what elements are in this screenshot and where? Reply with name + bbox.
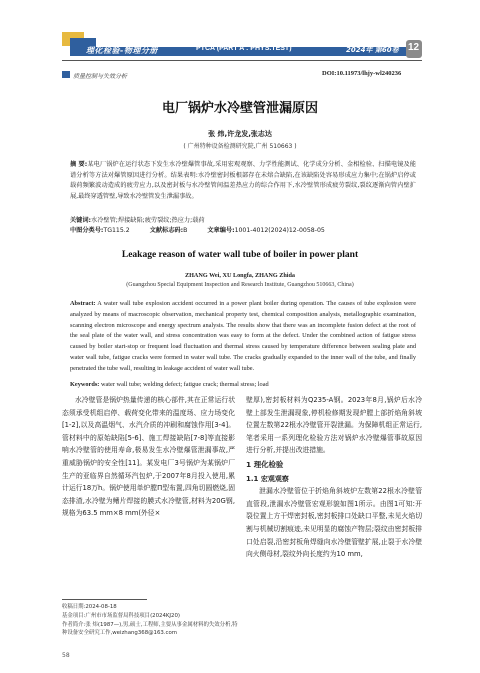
body-paragraph: 壁厚),密封板材料为Q235-A钢。2023年8月,锅炉后水冷壁上部发生泄漏现象,停机检修期发现炉膛上部折焰角斜坡位置左数第22根水冷壁管开裂泄漏。为保障机组正常运行,笔者采用一系列理化检验方法对锅炉水冷壁爆管事故原因进行分析,并提出改进措施。 (246, 396, 422, 455)
keywords-cn-text: 水冷壁管;焊接缺陷;疲劳裂纹;热应力;载荷 (91, 217, 205, 224)
affiliation-cn: ( 广州特种设备检测研究院,广州 510663 ) (183, 143, 297, 150)
header-volume: 2024年 第60卷 (346, 46, 399, 54)
header-issue: 12 (408, 42, 420, 53)
title-en: Leakage reason of water wall tube of boiler in power plant (121, 250, 359, 260)
article-no-label: 文章编号: (207, 227, 235, 234)
footnote-received: 收稿日期:2024-08-18 (62, 604, 117, 610)
authors-en: ZHANG Wei, XU Longfa, ZHANG Zhida (184, 272, 296, 279)
doi: DOI:10.11973/lhjy-wl240236 (322, 70, 402, 77)
doc-code-value: B (183, 227, 188, 234)
header-journal: PTCA (PART A : PHYS.TEST) (196, 45, 292, 52)
footnote-fund: 基金项目:广州市市场监督局科技项目(2024KJ20) (62, 612, 180, 619)
keywords-cn (70, 216, 416, 226)
title-cn: 电厂锅炉水冷壁管泄漏原因 (161, 101, 318, 116)
affiliation-en: (Guangzhou Special Equipment Inspection and Research Institute, Guangzhou 510663, China) (126, 282, 354, 288)
abstract-en-text: A water wall tube explosion accident occurred in a power plant boiler during operation. The causes of tube explosion were analyzed by means of macroscopic observation, mechanical property test, chemical composition analysis, metallographic examination, scanning electron microscope and energy spectrum analysis. The results show that there was an incomplete fusion defect at the root of the seal plate of the water wall, and stress concentration was easy to form at the defect. Under the combined action of fatigue stress caused by boiler start-stop or frequent load fluctuation and thermal stress caused by temperature difference between sealing plate and water wall tube, fatigue cracks were formed in water wall tube. The cracks gradually expanded to the inner wall of the tube, and finally penetrated the tube wall, resulting in leakage accident of water wall tube. (70, 300, 416, 372)
subsection-heading: 1.1 宏观观察 (246, 474, 289, 483)
footnote-author: 作者简介:张 炜(1987—),男,硕士,工程师,主要从事金属材料的失效分析,特种设备安全研究工作,weizhang368@163.com (62, 621, 238, 637)
abstract-cn (70, 160, 416, 202)
header-section-label: 理化检验-物理分册 (86, 46, 158, 55)
footnote (62, 603, 238, 638)
keywords-en-text: water wall tube; welding defect; fatigue crack; thermal stress; load (100, 381, 269, 388)
article-no-value: 1001-4012(2024)12-0058-05 (234, 227, 325, 234)
keywords-cn-label: 关键词: (70, 217, 92, 224)
page-number: 58 (62, 652, 70, 659)
keywords-en-label: Keywords: (70, 381, 100, 388)
body-paragraph: 水冷壁管是锅炉热量传递的核心部件,其在正常运行状态须承受机组启停、载荷变化带来的温度场、应力场变化[1-2],以及高温烟气、水汽介质的冲刷和腐蚀作用[3-4]。管材料中的原始缺陷[5-6]、施工焊接缺陷[7-8]等直接影响水冷壁管的使用寿命,极易发生水冷壁爆管泄漏事故,严重威胁锅炉的安全性[11]。某发电厂3号锅炉为某锅炉厂生产的亚临界自然循环汽包炉,于2007年8月投入使用,累计运行18万h。锅炉使用单炉膛Π型布置,四角切圆燃烧,固态排渣,水冷壁为鳍片焊接的膜式水冷壁管,材料为20G钢,规格为63.5 mm×8 mm(外径× (62, 396, 235, 518)
classification-row (70, 226, 416, 236)
abstract-cn-label: 摘 要: (70, 161, 88, 168)
footnote-rule (62, 599, 147, 600)
abstract-en (70, 299, 416, 375)
section-heading: 1 理化检验 (246, 459, 284, 469)
body-right-column (246, 394, 422, 561)
clc-value: TG115.2 (103, 227, 130, 234)
authors-cn: 张 炜,许龙发,张志达 (208, 130, 272, 138)
header-rule (62, 60, 422, 61)
abstract-en-label: Abstract: (70, 300, 96, 307)
category-icon (62, 71, 70, 78)
clc-label: 中图分类号: (70, 227, 104, 234)
category-label: 质量控制与失效分析 (73, 73, 128, 80)
body-paragraph: 泄漏水冷壁管位于折焰角斜坡炉左数第22根水冷壁管直管段,泄漏水冷壁管宏观形貌如图1所示。由图1可知:开裂位置上方干焊密封板,密封板排口处缺口平整,未见火焰切割与机械切割痕迹,未见明显的腐蚀产物层;裂纹由密封板排口处启裂,沿密封板角焊缝向水冷壁管壁扩展,止裂于水冷壁向火侧母材,裂纹外向长度约为10 mm, (246, 487, 422, 559)
abstract-cn-text: 某电厂锅炉在运行状态下发生水冷壁爆管事故,采用宏观观察、力学性能测试、化学成分分析、金相检验、扫描电镜及能谱分析等方法对爆管原因进行分析。结果表明:水冷壁密封板根部存在未熔合缺陷,在该缺陷处容易形成应力集中;在锅炉启停或载荷频繁波动造成的疲劳应力,以及密封板与水冷壁管间温差热应力的综合作用下,水冷壁管形成疲劳裂纹,裂纹逐渐向管内壁扩展,最终穿透管壁,导致水冷壁管发生泄漏事故。 (70, 161, 416, 200)
body-left-column (62, 394, 235, 520)
doc-code-label: 文献标志码: (149, 227, 184, 234)
keywords-en (70, 380, 416, 390)
